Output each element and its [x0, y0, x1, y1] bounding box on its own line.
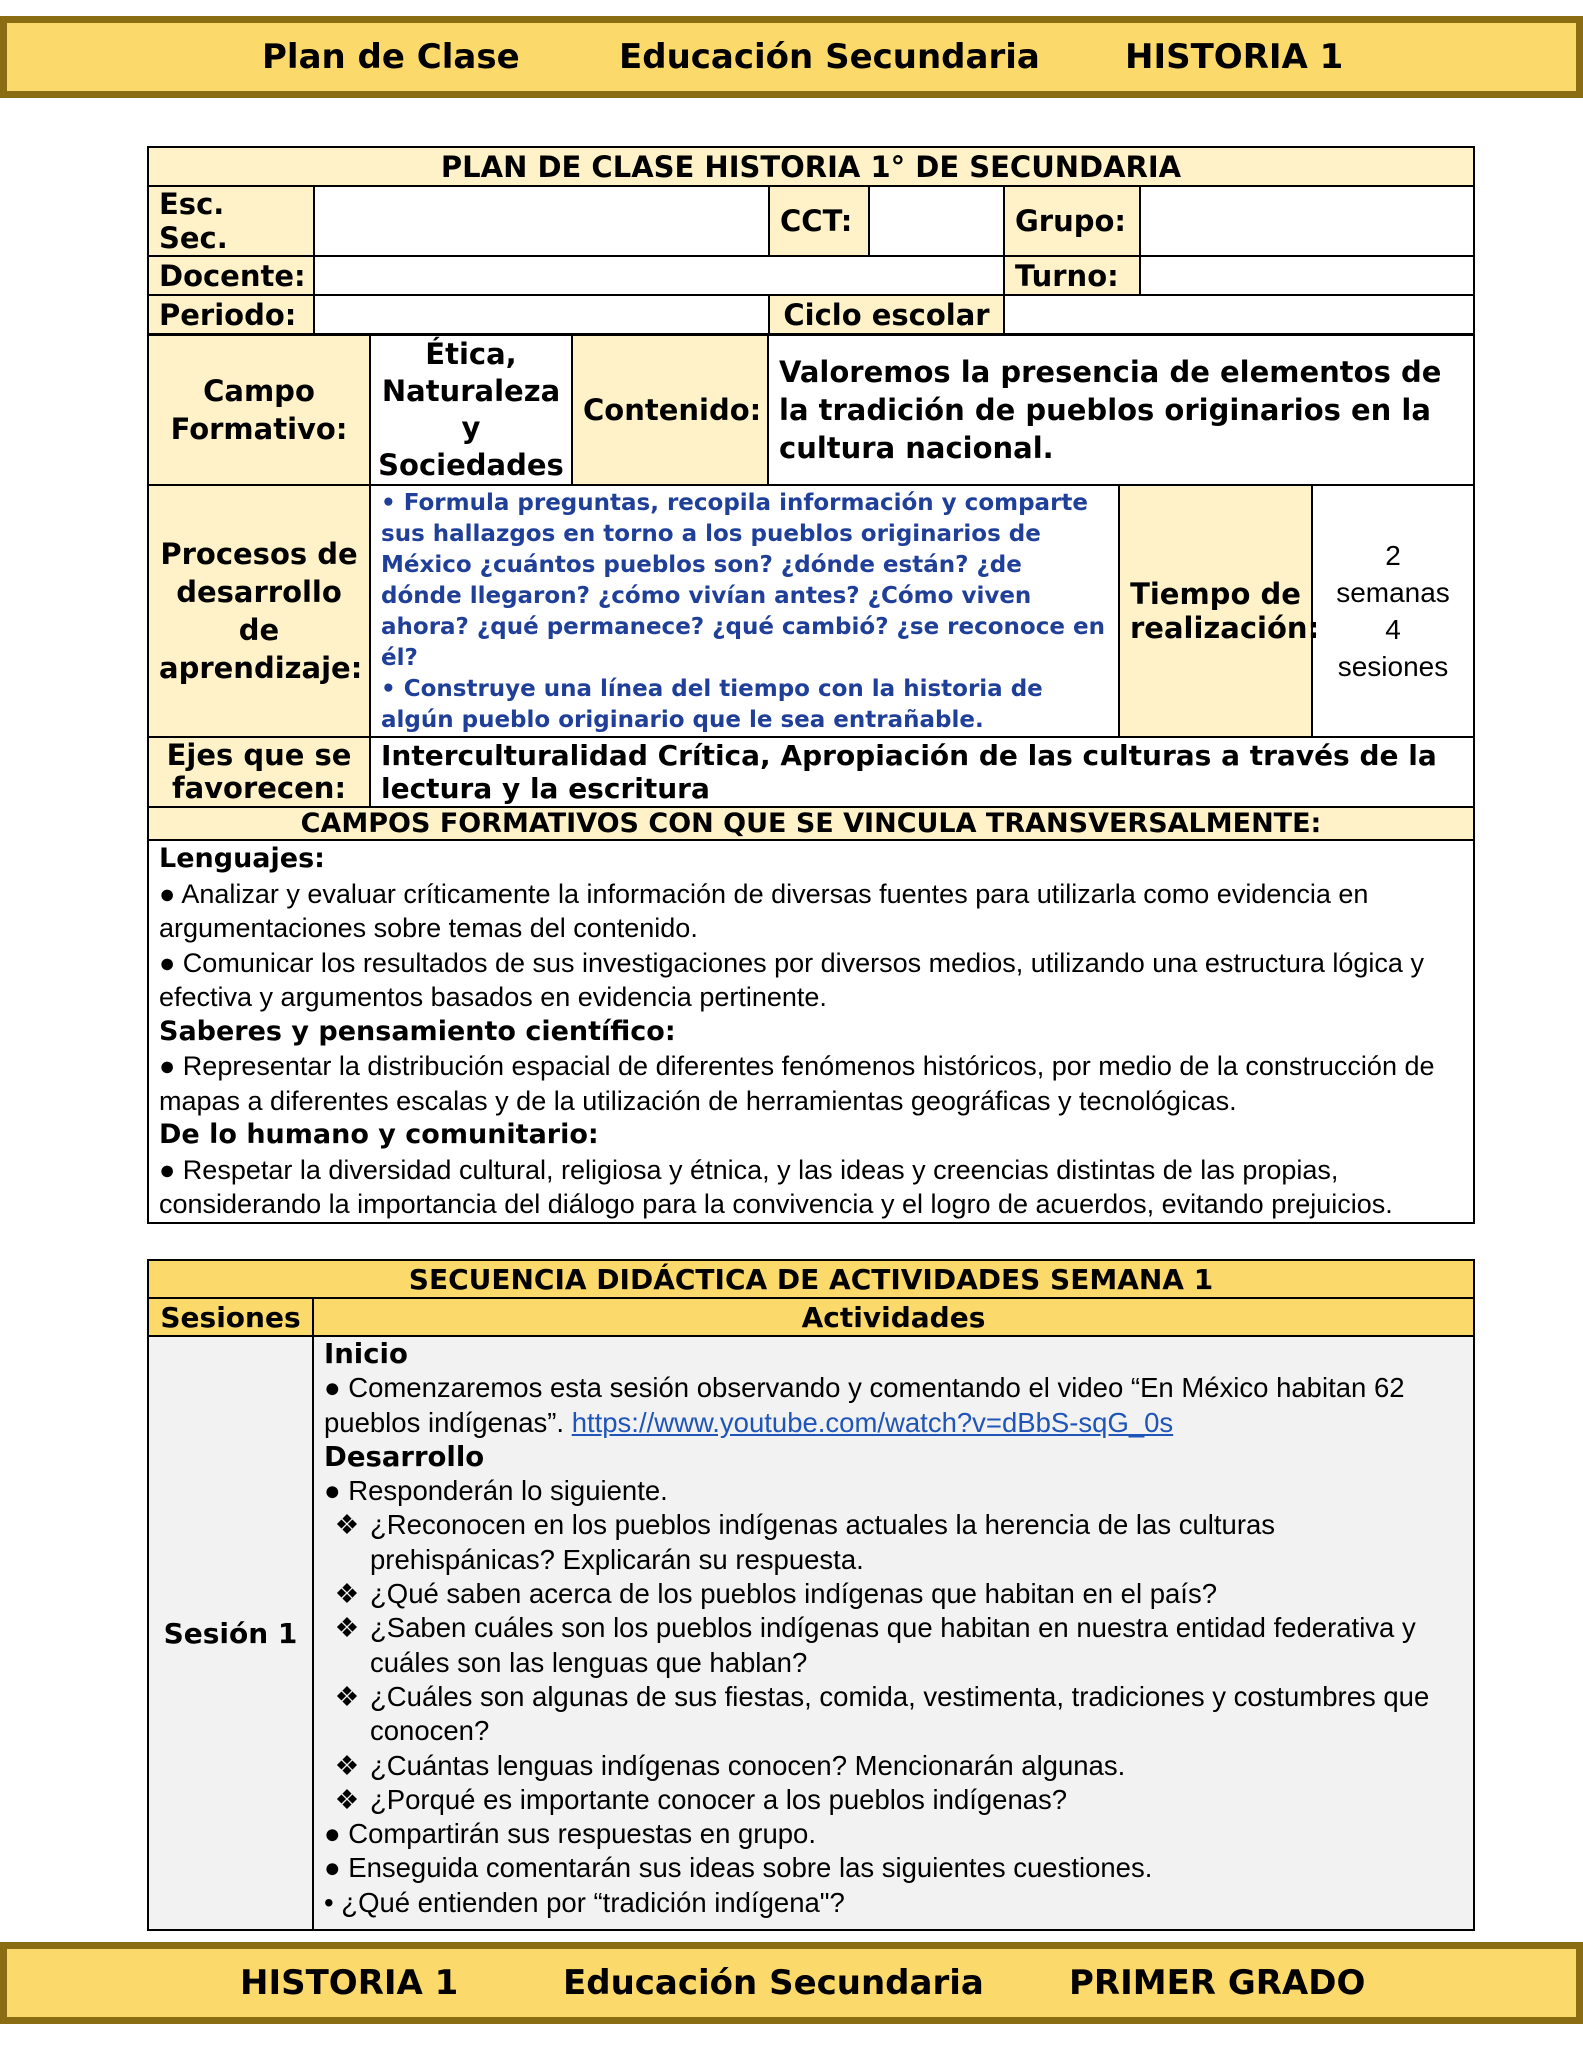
responderan-text: ● Responderán lo siguiente. [324, 1475, 668, 1507]
col-sesiones: Sesiones [148, 1298, 313, 1336]
pda-label: Procesos de desarrollo de aprendizaje: [148, 485, 370, 737]
lenguajes-item-2: ● Comunicar los resultados de sus investigaciones por diversos medios, utilizando una estructura lógica y efectiva y argumentos basados en evidencia pertinente. [159, 947, 1424, 1012]
diamond-bullet-icon: ❖ [334, 1578, 360, 1610]
col-actividades: Actividades [313, 1298, 1474, 1336]
ejes-label: Ejes que se favorecen: [148, 737, 370, 807]
plan-table [147, 334, 1475, 1224]
diamond-bullet-icon: ❖ [334, 1612, 360, 1644]
saberes-item-1: ● Representar la distribución espacial de diferentes fenómenos históricos, por medio de la construcción de mapas a diferentes escalas y de la utilización de herramientas geográficas y tecnológicas. [159, 1051, 1435, 1116]
cct-field[interactable] [869, 186, 1004, 256]
video-link[interactable]: https://www.youtube.com/watch?v=dBbS-sqG_0s [571, 1406, 1174, 1438]
docente-field[interactable] [314, 256, 1004, 295]
diamond-bullet-icon: ❖ [334, 1749, 360, 1781]
periodo-label: Periodo: [148, 295, 314, 334]
bullet-tradicion: • ¿Qué entienden por “tradición indígena"? [324, 1886, 845, 1918]
question-item: ❖ ¿Reconocen en los pueblos indígenas actuales la herencia de las culturas prehispánicas? Explicarán su respuesta. [324, 1508, 1463, 1577]
header-band [0, 16, 1583, 98]
campos-title: CAMPOS FORMATIVOS CON QUE SE VINCULA TRANSVERSALMENTE: [148, 807, 1474, 840]
periodo-field[interactable] [314, 295, 769, 334]
bullet-compartir: ● Compartirán sus respuestas en grupo. [324, 1818, 816, 1850]
header-center: Educación Secundaria [619, 37, 1040, 77]
question-item: ❖ ¿Qué saben acerca de los pueblos indígenas que habitan en el país? [324, 1577, 1463, 1611]
contenido-value: Valoremos la presencia de elementos de la tradición de pueblos originarios en la cultura nacional. [768, 335, 1474, 485]
tiempo-label: Tiempo de realización: [1119, 485, 1312, 737]
lenguajes-title: Lenguajes: [159, 843, 325, 874]
esc-label: Esc. Sec. [148, 186, 314, 256]
info-table [147, 146, 1475, 335]
question-item: ❖ ¿Porqué es importante conocer a los pueblos indígenas? [324, 1783, 1463, 1817]
ciclo-field[interactable] [1004, 295, 1474, 334]
pda-item-1: • Formula preguntas, recopila información y comparte sus hallazgos en torno a los pueblos originarios de México ¿cuántos pueblos son? ¿dónde están? ¿de dónde llegaron? ¿cómo vivían antes? ¿Cómo viven ahora? ¿qué permanece? ¿qué cambió? ¿se reconoce en él? [381, 490, 1105, 671]
session-label: Sesión 1 [148, 1336, 313, 1930]
desarrollo-title: Desarrollo [324, 1440, 485, 1473]
cct-label: CCT: [769, 186, 869, 256]
tiempo-value: 2 semanas 4 sesiones [1312, 485, 1474, 737]
grupo-label: Grupo: [1004, 186, 1140, 256]
question-item: ❖ ¿Cuáles son algunas de sus fiestas, comida, vestimenta, tradiciones y costumbres que conocen? [324, 1680, 1463, 1749]
diamond-bullet-icon: ❖ [334, 1509, 360, 1541]
sequence-table [147, 1259, 1475, 1931]
footer-right: PRIMER GRADO [1069, 1963, 1366, 2003]
pda-item-2: • Construye una línea del tiempo con la historia de algún pueblo originario que le sea entrañable. [381, 676, 1043, 733]
ciclo-label: Ciclo escolar [769, 295, 1004, 334]
saberes-title: Saberes y pensamiento científico: [159, 1015, 676, 1047]
lenguajes-item-1: ● Analizar y evaluar críticamente la información de diversas fuentes para utilizarla como evidencia en argumentaciones sobre temas del contenido. [159, 878, 1369, 943]
header-right: HISTORIA 1 [1125, 37, 1344, 77]
diamond-bullet-icon: ❖ [334, 1680, 360, 1712]
sequence-title: SECUENCIA DIDÁCTICA DE ACTIVIDADES SEMANA 1 [148, 1260, 1474, 1298]
footer-left: HISTORIA 1 [240, 1963, 459, 2003]
campo-value: Ética, Naturaleza y Sociedades [370, 335, 572, 485]
question-item: ❖ ¿Cuántas lenguas indígenas conocen? Mencionarán algunas. [324, 1749, 1463, 1783]
docente-label: Docente: [148, 256, 314, 295]
turno-field[interactable] [1140, 256, 1474, 295]
inicio-text: ● Comenzaremos esta sesión observando y comentando el video “En México habitan 62 pueblos indígenas”. https://www.youtube.com/watch?v=dBbS-sqG_0s [324, 1372, 1405, 1438]
question-item: ❖ ¿Saben cuáles son los pueblos indígenas que habitan en nuestra entidad federativa y cuáles son las lenguas que hablan? [324, 1611, 1463, 1680]
footer-center: Educación Secundaria [563, 1963, 984, 2003]
bullet-enseguida: ● Enseguida comentarán sus ideas sobre las siguientes cuestiones. [324, 1852, 1153, 1884]
turno-label: Turno: [1004, 256, 1140, 295]
inicio-title: Inicio [324, 1338, 408, 1370]
footer-band [0, 1942, 1583, 2024]
humano-title: De lo humano y comunitario: [159, 1119, 599, 1150]
header-left: Plan de Clase [262, 37, 520, 77]
ejes-value: Interculturalidad Crítica, Apropiación de las culturas a través de la lectura y la escritura [370, 737, 1474, 807]
humano-item-1: ● Respetar la diversidad cultural, religiosa y étnica, y las ideas y creencias distintas de las propias, considerando la importancia del diálogo para la convivencia y el logro de acuerdos, evitando prejuicios. [159, 1154, 1393, 1219]
esc-field[interactable] [314, 186, 769, 256]
diamond-bullet-icon: ❖ [334, 1783, 360, 1815]
info-title: PLAN DE CLASE HISTORIA 1° DE SECUNDARIA [148, 147, 1474, 186]
question-list [324, 1508, 1463, 1817]
contenido-label: Contenido: [572, 335, 768, 485]
campo-label: Campo Formativo: [148, 335, 370, 485]
grupo-field[interactable] [1140, 186, 1474, 256]
